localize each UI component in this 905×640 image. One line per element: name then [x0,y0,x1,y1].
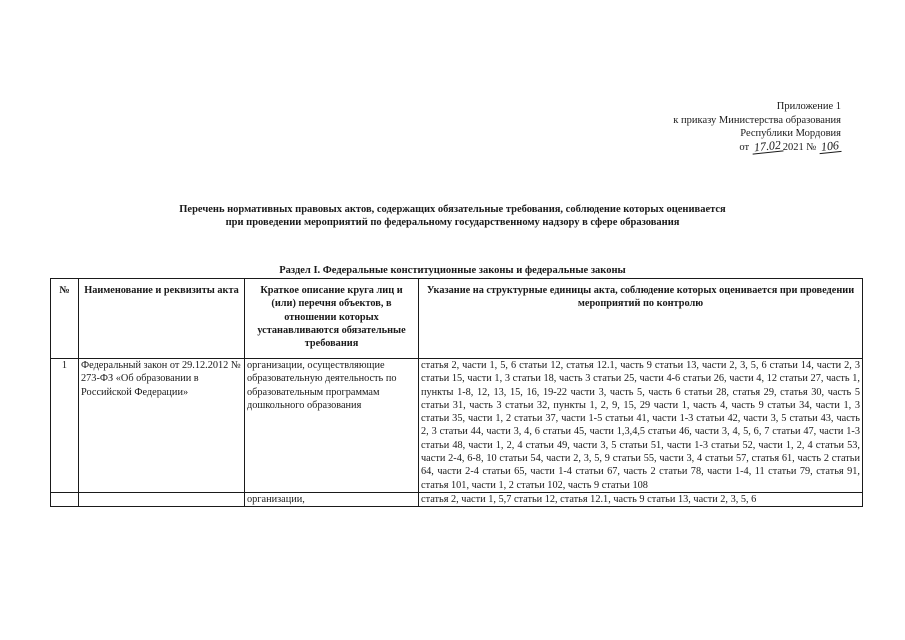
appendix-block [673,100,841,154]
appendix-line-2: к приказу Министерства образования [673,114,841,126]
document-title: Перечень нормативных правовых актов, содержащих обязательные требования, соблюдение которых оценивается при проведении мероприятий по федеральному государственному надзору в сфере образования [179,204,726,228]
row-number [51,492,79,506]
row-scope: организации, осуществляющие образовательную деятельность по образовательным программам дошкольного образования [245,359,419,493]
appendix-date-prefix: от [739,141,750,153]
appendix-date-handwritten: 17.02 [752,137,782,154]
section-title: Раздел I. Федеральные конституционные законы и федеральные законы [279,265,626,276]
header-units: Указание на структурные единицы акта, соблюдение которых оценивается при проведении мероприятий по контролю [419,279,863,359]
table-row [51,359,863,493]
table-header-row [51,279,863,359]
row-units: статья 2, части 1, 5,7 статьи 12, статья 12.1, часть 9 статьи 13, части 2, 3, 5, 6 [419,492,863,506]
row-units: статья 2, части 1, 5, 6 статьи 12, статья 12.1, часть 9 статьи 13, части 2, 3, 5, 6 статьи 14, части 2, 3 статьи 15, части 1, 3 статьи 18, часть 3 статьи 25, части 4-6 статьи 26, части 4, 12 статьи 27, часть 1, пункты 1-8, 12, 13, 15, 16, 19-22 части 3, часть 5, часть 6 статьи 28, статья 29, статья 30, часть 5 статьи 31, часть 3 статьи 32, пункты 1, 2, 9, 15, 29 части 1, часть 4, часть 9 статьи 34, части 1, 3 статьи 35, части 1, 2 статьи 37, части 1-5 статьи 41, части 1-3 статьи 42, части 3, 5 статьи 43, часть 2, 3 статьи 44, части 3, 4, 6 статьи 45, части 1,3,4,5 статьи 46, части 3, 4, 5, 6, 7 статьи 47, части 1-3 статьи 48, части 1, 2, 4 статьи 49, части 3, 5 статьи 51, части 1-3 статьи 52, части 1, 2, 4 статьи 53, части 2-4, 6-8, 10 статьи 54, части 2, 3, 5, 9 статьи 55, части 3, 4 статьи 57, статья 61, часть 2 статьи 64, части 2-4 статьи 65, части 1-4 статьи 67, часть 2 статьи 78, части 1-4, 11 статьи 79, статья 91, статья 101, части 1, 2 статьи 102, часть 9 статьи 108 [419,359,863,493]
header-act: Наименование и реквизиты акта [79,279,245,359]
row-scope: организации, [245,492,419,506]
row-act [79,492,245,506]
appendix-date-line [673,137,841,155]
appendix-date-year: 2021 № [782,141,817,153]
appendix-line-3: Республики Мордовия [740,128,841,139]
appendix-line-1: Приложение 1 [776,101,841,112]
header-number: № [51,279,79,359]
acts-table [50,278,863,507]
row-act: Федеральный закон от 29.12.2012 № 273-ФЗ «Об образовании в Российской Федерации» [79,359,245,493]
row-number: 1 [51,359,79,493]
table-row [51,492,863,506]
appendix-number-handwritten: 106 [820,137,840,154]
header-scope: Краткое описание круга лиц и (или) перечня объектов, в отношении которых устанавливаются обязательные требования [245,279,419,359]
